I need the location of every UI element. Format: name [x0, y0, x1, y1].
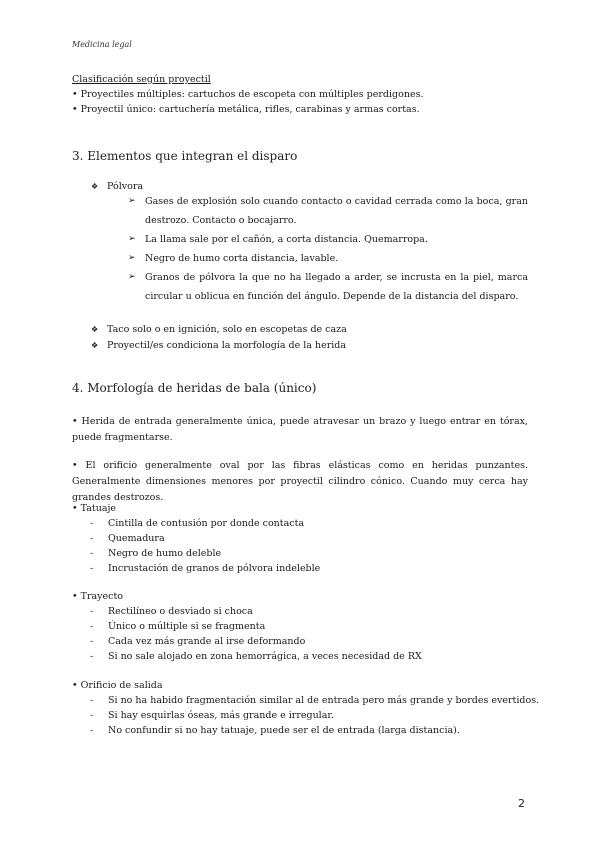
arrow-bullet-icon: ➢	[128, 253, 136, 263]
tatuaje-label: • Tatuaje	[72, 503, 117, 514]
section-3-title: 3. Elementos que integran el disparo	[72, 149, 298, 163]
tatuaje-list	[90, 516, 320, 576]
dash-bullet-icon: -	[90, 518, 94, 529]
dash-bullet-icon: -	[90, 563, 94, 574]
list-item	[90, 604, 422, 619]
list-item	[90, 693, 539, 708]
clasificacion-heading: Clasificación según proyectil	[72, 74, 211, 85]
list-item	[128, 192, 528, 230]
list-item	[90, 546, 320, 561]
polvora-label: Pólvora	[107, 181, 144, 192]
diamond-bullet-icon: ❖	[91, 341, 99, 350]
trayecto-list	[90, 604, 422, 664]
dash-bullet-icon: -	[90, 636, 94, 647]
diamond-bullet-icon: ❖	[91, 325, 99, 334]
dash-bullet-icon: -	[90, 533, 94, 544]
list-item	[90, 531, 320, 546]
list-item	[90, 619, 422, 634]
list-item-text: Si no sale alojado en zona hemorrágica, a veces necesidad de RX	[108, 651, 422, 662]
list-item	[128, 249, 528, 268]
running-header: Medicina legal	[72, 40, 132, 49]
page-number: 2	[518, 797, 525, 810]
list-item	[90, 723, 539, 738]
list-item-text: Rectilíneo o desviado si choca	[108, 606, 253, 617]
list-item	[128, 230, 528, 249]
list-item-text: Cada vez más grande al irse deformando	[108, 636, 306, 647]
taco-label: Taco solo o en ignición, solo en escopetas de caza	[107, 324, 347, 335]
list-item-text: Gases de explosión solo cuando contacto o cavidad cerrada como la boca, gran destrozo. Contacto o bocajarro.	[145, 196, 528, 226]
paragraph-entrada: • Herida de entrada generalmente única, puede atravesar un brazo y luego entrar en tórax, puede fragmentarse.	[72, 416, 528, 443]
trayecto-label: • Trayecto	[72, 591, 124, 602]
clasificacion-item: • Proyectiles múltiples: cartuchos de escopeta con múltiples perdigones.	[72, 89, 424, 100]
clasificacion-item: • Proyectil único: cartuchería metálica, rifles, carabinas y armas cortas.	[72, 104, 420, 115]
list-item-text: La llama sale por el cañón, a corta distancia. Quemarropa.	[145, 234, 428, 245]
list-item	[90, 708, 539, 723]
taco-item	[91, 322, 347, 337]
dash-bullet-icon: -	[90, 548, 94, 559]
list-item-text: Quemadura	[108, 533, 165, 544]
salida-list	[90, 693, 539, 738]
list-item	[90, 649, 422, 664]
dash-bullet-icon: -	[90, 710, 94, 721]
list-item-text: Negro de humo corta distancia, lavable.	[145, 253, 339, 264]
proyectil-item	[91, 338, 346, 353]
list-item-text: Incrustación de granos de pólvora indeleble	[108, 563, 321, 574]
dash-bullet-icon: -	[90, 695, 94, 706]
list-item-text: Cintilla de contusión por donde contacta	[108, 518, 305, 529]
polvora-bullets	[128, 192, 528, 306]
salida-label: • Orificio de salida	[72, 680, 163, 691]
arrow-bullet-icon: ➢	[128, 196, 136, 206]
list-item-text: Si hay esquirlas óseas, más grande e irregular.	[108, 710, 334, 721]
list-item	[90, 634, 422, 649]
arrow-bullet-icon: ➢	[128, 272, 136, 282]
dash-bullet-icon: -	[90, 725, 94, 736]
list-item-text: Granos de pólvora la que no ha llegado a arder, se incrusta en la piel, marca circular u oblicua en función del ángulo. Depende de la distancia del disparo.	[145, 272, 528, 302]
list-item	[90, 561, 320, 576]
list-item	[90, 516, 320, 531]
list-item-text: Único o múltiple si se fragmenta	[108, 621, 266, 632]
arrow-bullet-icon: ➢	[128, 234, 136, 244]
dash-bullet-icon: -	[90, 606, 94, 617]
section-4-title: 4. Morfología de heridas de bala (único)	[72, 381, 317, 395]
paragraph-orificio: • El orificio generalmente oval por las fibras elásticas como en heridas punzantes. Generalmente dimensiones menores por proyectil cilindro cónico. Cuando muy cerca hay grandes destrozos.	[72, 460, 528, 503]
dash-bullet-icon: -	[90, 651, 94, 662]
list-item-text: Negro de humo deleble	[108, 548, 222, 559]
diamond-bullet-icon: ❖	[91, 182, 99, 191]
dash-bullet-icon: -	[90, 621, 94, 632]
list-item-text: No confundir si no hay tatuaje, puede ser el de entrada (larga distancia).	[108, 725, 460, 736]
list-item	[128, 268, 528, 306]
proyectil-label: Proyectil/es condiciona la morfología de la herida	[107, 340, 347, 351]
list-item-text: Si no ha habido fragmentación similar al de entrada pero más grande y bordes evertidos.	[108, 695, 540, 706]
clasificacion-block	[72, 72, 528, 117]
